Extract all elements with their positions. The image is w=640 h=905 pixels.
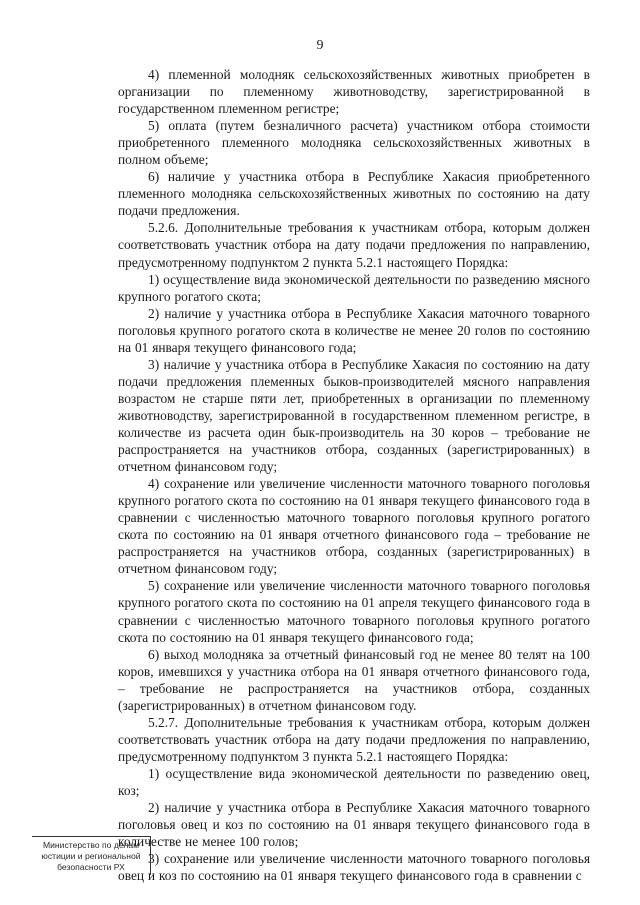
stamp-line-1: Министерство по делам bbox=[42, 840, 140, 850]
document-body bbox=[118, 66, 590, 884]
paragraph-5-2-7-item-1: 1) осуществление вида экономической деятельности по разведению овец, коз; bbox=[118, 765, 590, 798]
ministry-stamp bbox=[32, 836, 151, 875]
stamp-line-3: безопасности РХ bbox=[57, 862, 125, 872]
paragraph-item-4: 4) племенной молодняк сельскохозяйственных животных приобретен в организации по племенному животноводству, зарегистрированной в государственном племенном регистре; bbox=[118, 67, 590, 117]
paragraph-5-2-6-item-2: 2) наличие у участника отбора в Республике Хакасия маточного товарного поголовья крупного рогатого скота в количестве не менее 20 голов по состоянию на 01 января текущего финансового года; bbox=[118, 305, 590, 355]
paragraph-item-6: 6) наличие у участника отбора в Республике Хакасия приобретенного племенного молодняка сельскохозяйственных животных по состоянию на дату подачи предложения. bbox=[118, 169, 590, 219]
paragraph-item-5: 5) оплата (путем безналичного расчета) участником отбора стоимости приобретенного племенного молодняка сельскохозяйственных животных в полном объеме; bbox=[118, 118, 590, 168]
page-number: 9 bbox=[316, 38, 324, 53]
paragraph-section-5-2-6: 5.2.6. Дополнительные требования к участникам отбора, которым должен соответствовать участник отбора на дату подачи предложения по направлению, предусмотренному подпунктом 2 пункта 5.2.1 настоящего Порядка: bbox=[118, 220, 590, 270]
paragraph-5-2-6-item-1: 1) осуществление вида экономической деятельности по разведению мясного крупного рогатого скота; bbox=[118, 271, 590, 304]
paragraph-5-2-7-item-3: 3) сохранение или увеличение численности маточного товарного поголовья овец и коз по состоянию на 01 января текущего финансового года в сравнении с bbox=[118, 851, 590, 884]
paragraph-5-2-6-item-3: 3) наличие у участника отбора в Республике Хакасия по состоянию на дату подачи предложения племенных быков-производителей мясного направления возрастом не старше пяти лет, приобретенных в организации по племенному животноводству, зарегистрированной в государственном племенном регистре, в количестве из расчета один бык-производитель на 30 коров – требование не распространяется на участников отбора, созданных (зарегистрированных) в отчетном финансовом году; bbox=[118, 356, 590, 475]
paragraph-5-2-6-item-4: 4) сохранение или увеличение численности маточного товарного поголовья крупного рогатого скота по состоянию на 01 января текущего финансового года в сравнении с численностью маточного товарного поголовья крупного рогатого скота по состоянию на 01 января отчетного финансового года – требование не распространяется на участников отбора, созданных (зарегистрированных) в отчетном финансовом году; bbox=[118, 476, 590, 577]
paragraph-5-2-6-item-6: 6) выход молодняка за отчетный финансовый год не менее 80 телят на 100 коров, имевшихся у участника отбора на 01 января отчетного финансового года, – требование не распространяется на участников отбора, созданных (зарегистрированных) в отчетном финансовом году. bbox=[118, 646, 590, 713]
stamp-line-2: юстиции и региональной bbox=[41, 851, 141, 861]
paragraph-section-5-2-7: 5.2.7. Дополнительные требования к участникам отбора, которым должен соответствовать участник отбора на дату подачи предложения по направлению, предусмотренному подпунктом 3 пункта 5.2.1 настоящего Порядка: bbox=[118, 714, 590, 764]
paragraph-5-2-7-item-2: 2) наличие у участника отбора в Республике Хакасия маточного товарного поголовья овец и коз по состоянию на 01 января текущего финансового года в количестве не менее 100 голов; bbox=[118, 800, 590, 850]
paragraph-5-2-6-item-5: 5) сохранение или увеличение численности маточного товарного поголовья крупного рогатого скота по состоянию на 01 апреля текущего финансового года в сравнении с численностью маточного товарного поголовья крупного рогатого скота по состоянию на 01 января текущего финансового года; bbox=[118, 578, 590, 645]
